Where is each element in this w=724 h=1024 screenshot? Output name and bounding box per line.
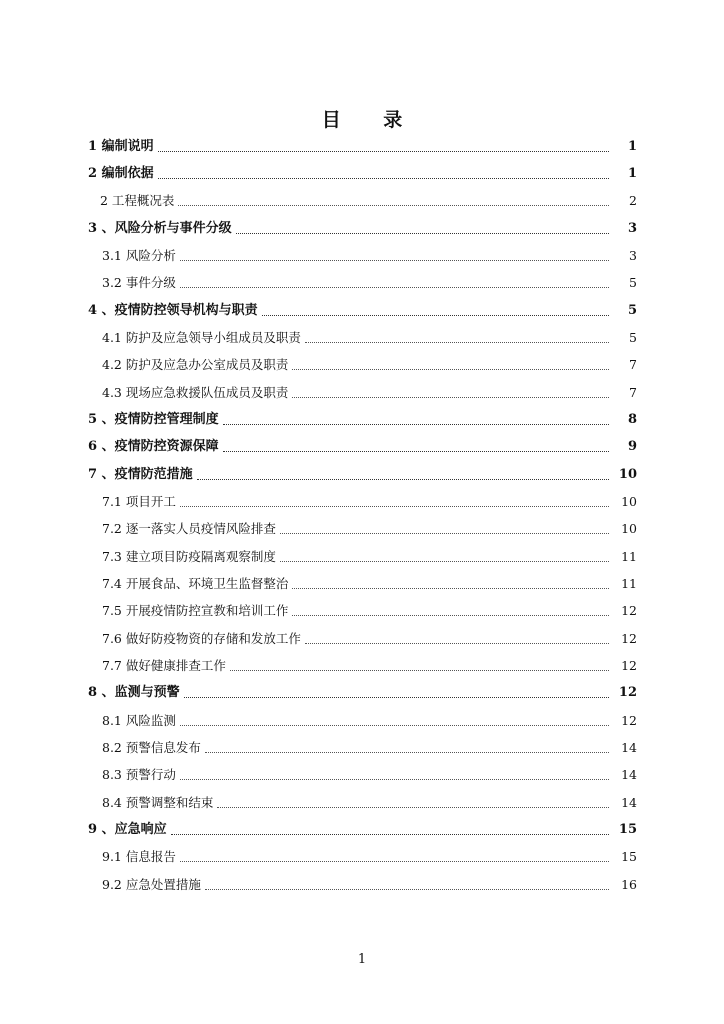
toc-entry[interactable] (102, 629, 637, 649)
toc-leader-dots (292, 588, 609, 589)
toc-entry[interactable] (102, 246, 637, 266)
toc-leader-dots (280, 533, 609, 534)
toc-leader-dots (180, 287, 609, 288)
toc-entry-label: 3 、风险分析与事件分级 (88, 221, 232, 236)
toc-entry[interactable] (102, 574, 637, 594)
toc-entry[interactable] (88, 410, 637, 430)
toc-entry-page: 10 (618, 467, 637, 482)
toc-leader-dots (236, 233, 609, 234)
toc-entry-label: 7 、疫情防范措施 (88, 467, 193, 482)
toc-entry-label: 9.2 应急处置措施 (102, 877, 201, 892)
toc-entry[interactable] (88, 301, 637, 321)
toc-entry-page: 5 (627, 303, 637, 318)
toc-entry[interactable] (102, 547, 637, 567)
toc-leader-dots (180, 725, 609, 726)
toc-entry[interactable] (102, 711, 637, 731)
toc-entry-page: 3 (627, 221, 637, 236)
toc-entry[interactable] (102, 328, 637, 348)
toc-leader-dots (292, 369, 609, 370)
toc-entry-page: 16 (621, 877, 637, 892)
toc-leader-dots (205, 889, 609, 890)
toc-entry-page: 11 (621, 549, 637, 564)
toc-entry-page: 12 (621, 631, 637, 646)
toc-leader-dots (180, 260, 609, 261)
toc-title: 目 录 (321, 109, 421, 131)
toc-entry-page: 12 (618, 685, 637, 700)
toc-entry-label: 8.1 风险监测 (102, 713, 176, 728)
toc-entry[interactable] (102, 793, 637, 813)
toc-leader-dots (292, 615, 609, 616)
toc-leader-dots (205, 752, 609, 753)
toc-entry[interactable] (102, 383, 637, 403)
toc-leader-dots (305, 342, 609, 343)
toc-entry[interactable] (88, 437, 637, 457)
toc-entry-label: 7.1 项目开工 (102, 494, 176, 509)
toc-entry[interactable] (88, 164, 637, 184)
toc-leader-dots (280, 561, 609, 562)
toc-entry-label: 4.2 防护及应急办公室成员及职责 (102, 357, 289, 372)
toc-entry[interactable] (102, 656, 637, 676)
toc-entry-label: 3.2 事件分级 (102, 275, 176, 290)
toc-entry-label: 4 、疫情防控领导机构与职责 (88, 303, 258, 318)
toc-entry-page: 15 (618, 822, 637, 837)
toc-entry-page: 15 (621, 849, 637, 864)
toc-entry-label: 7.5 开展疫情防控宣教和培训工作 (102, 603, 289, 618)
toc-entry-label: 7.7 做好健康排查工作 (102, 658, 226, 673)
toc-leader-dots (223, 451, 609, 452)
toc-entry-label: 8.2 预警信息发布 (102, 740, 201, 755)
toc-leader-dots (184, 697, 609, 698)
toc-entry-page: 5 (629, 330, 637, 345)
toc-entry-label: 6 、疫情防控资源保障 (88, 439, 219, 454)
toc-entry-label: 2 编制依据 (88, 166, 154, 181)
toc-entry[interactable] (102, 765, 637, 785)
toc-entry-label: 5 、疫情防控管理制度 (88, 412, 219, 427)
toc-entry-label: 7.2 逐一落实人员疫情风险排查 (102, 521, 276, 536)
toc-entry-page: 10 (621, 521, 637, 536)
toc-entry[interactable] (88, 219, 637, 239)
toc-entry[interactable] (102, 273, 637, 293)
toc-entry-label: 2 工程概况表 (100, 193, 175, 208)
toc-entry-page: 10 (621, 494, 637, 509)
toc-entry-label: 7.6 做好防疫物资的存储和发放工作 (102, 631, 301, 646)
toc-leader-dots (180, 861, 609, 862)
toc-entry-label: 8 、监测与预警 (88, 685, 180, 700)
toc-leader-dots (171, 834, 609, 835)
toc-leader-dots (230, 670, 609, 671)
toc-entry-page: 8 (627, 412, 637, 427)
toc-entry-label: 8.3 预警行动 (102, 767, 176, 782)
toc-entry[interactable] (102, 492, 637, 512)
toc-entry[interactable] (102, 355, 637, 375)
toc-entry-page: 12 (621, 603, 637, 618)
toc-entry-page: 12 (621, 658, 637, 673)
toc-leader-dots (180, 506, 609, 507)
toc-entry[interactable] (102, 875, 637, 895)
toc-entry-page: 1 (627, 139, 637, 154)
toc-entry[interactable] (100, 191, 637, 211)
toc-entry-page: 1 (627, 166, 637, 181)
toc-entry-label: 4.1 防护及应急领导小组成员及职责 (102, 330, 301, 345)
toc-leader-dots (158, 178, 609, 179)
toc-entry-label: 7.3 建立项目防疫隔离观察制度 (102, 549, 276, 564)
toc-entry[interactable] (102, 738, 637, 758)
toc-leader-dots (262, 315, 609, 316)
toc-entry-label: 8.4 预警调整和结束 (102, 795, 214, 810)
toc-leader-dots (178, 205, 609, 206)
toc-entry-page: 11 (621, 576, 637, 591)
toc-entry-page: 14 (621, 767, 637, 782)
toc-entry-page: 9 (627, 439, 637, 454)
toc-entry-page: 7 (629, 385, 637, 400)
toc-leader-dots (158, 151, 609, 152)
toc-entry-page: 7 (629, 357, 637, 372)
toc-entry[interactable] (88, 137, 637, 157)
toc-entry-page: 3 (629, 248, 637, 263)
toc-entry-label: 7.4 开展食品、环境卫生监督整治 (102, 576, 289, 591)
toc-entry-page: 2 (629, 193, 637, 208)
page-number: 1 (357, 952, 367, 967)
toc-entry-page: 14 (621, 740, 637, 755)
toc-entry-label: 9 、应急响应 (88, 822, 167, 837)
toc-leader-dots (305, 643, 609, 644)
toc-entry-label: 3.1 风险分析 (102, 248, 176, 263)
toc-entry[interactable] (102, 847, 637, 867)
toc-leader-dots (197, 479, 609, 480)
toc-leader-dots (223, 424, 609, 425)
toc-leader-dots (217, 807, 609, 808)
toc-entry-page: 12 (621, 713, 637, 728)
toc-entry[interactable] (88, 820, 637, 840)
toc-leader-dots (180, 779, 609, 780)
toc-entry[interactable] (102, 601, 637, 621)
toc-entry-label: 4.3 现场应急救援队伍成员及职责 (102, 385, 289, 400)
toc-entry[interactable] (102, 519, 637, 539)
toc-entry[interactable] (88, 683, 637, 703)
toc-entry-page: 5 (629, 275, 637, 290)
toc-entry[interactable] (88, 465, 637, 485)
toc-entry-label: 1 编制说明 (88, 139, 154, 154)
toc-entry-label: 9.1 信息报告 (102, 849, 176, 864)
toc-leader-dots (292, 397, 609, 398)
toc-entry-page: 14 (621, 795, 637, 810)
